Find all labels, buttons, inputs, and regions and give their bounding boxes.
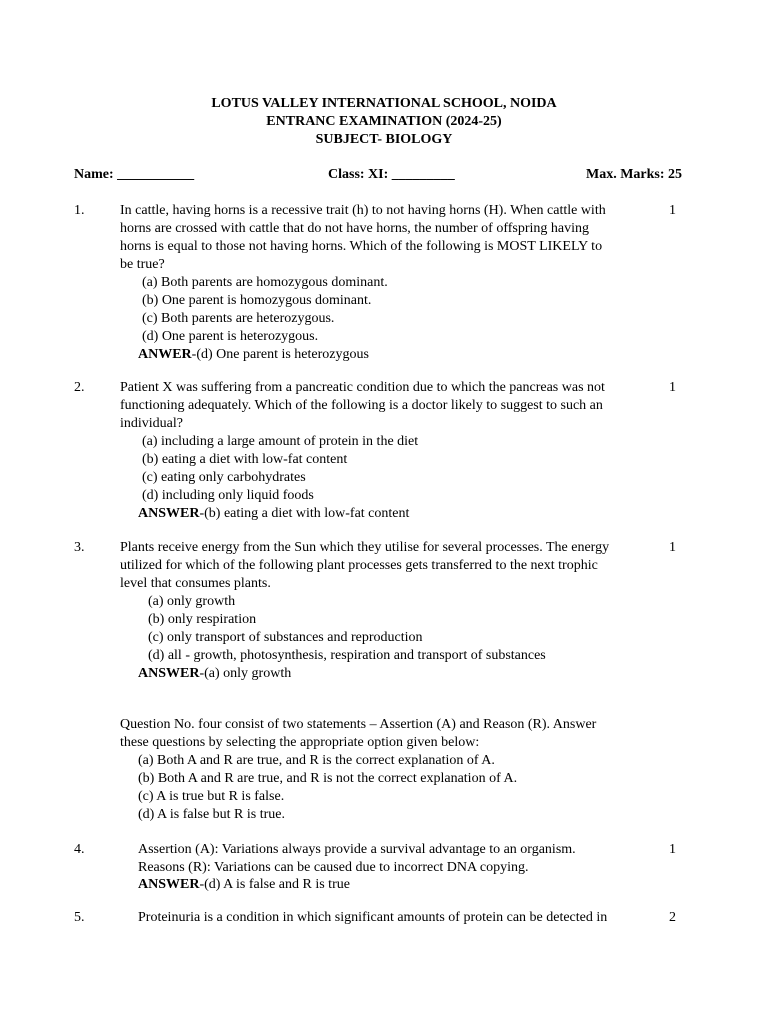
instruction-line: Question No. four consist of two statements – Assertion (A) and Reason (R). Answer bbox=[120, 717, 597, 732]
question-number: 2. bbox=[74, 380, 85, 395]
question-number: 4. bbox=[74, 842, 85, 857]
max-marks: Max. Marks: 25 bbox=[586, 167, 683, 182]
question-number: 5. bbox=[74, 910, 85, 925]
question-text-line: utilized for which of the following plant processes gets transferred to the next trophic bbox=[120, 558, 598, 573]
option-c: (c) A is true but R is false. bbox=[138, 789, 285, 804]
question-marks: 1 bbox=[669, 540, 676, 555]
option-b: (b) One parent is homozygous dominant. bbox=[142, 293, 372, 308]
class-field: Class: XI: _________ bbox=[328, 167, 455, 182]
instruction-line: these questions by selecting the appropriate option given below: bbox=[120, 735, 480, 750]
assertion: Assertion (A): Variations always provide a survival advantage to an organism. bbox=[138, 842, 576, 857]
subject-title: SUBJECT- BIOLOGY bbox=[315, 132, 453, 147]
answer bbox=[138, 876, 350, 893]
option-a: (a) Both parents are homozygous dominant. bbox=[142, 275, 388, 290]
option-d: (d) including only liquid foods bbox=[142, 488, 314, 503]
answer-label: ANSWER bbox=[138, 506, 200, 521]
answer bbox=[138, 505, 409, 522]
answer-text: -(a) only growth bbox=[199, 666, 292, 681]
question-text-line: functioning adequately. Which of the following is a doctor likely to suggest to such an bbox=[120, 398, 603, 413]
answer-text: -(d) One parent is heterozygous bbox=[191, 347, 369, 362]
question-text-line: Plants receive energy from the Sun which they utilise for several processes. The energy bbox=[120, 540, 610, 555]
option-a: (a) only growth bbox=[148, 594, 236, 609]
option-d: (d) A is false but R is true. bbox=[138, 807, 285, 822]
answer-label: ANWER bbox=[138, 347, 192, 362]
option-b: (b) eating a diet with low-fat content bbox=[142, 452, 348, 467]
option-b: (b) Both A and R are true, and R is not the correct explanation of A. bbox=[138, 771, 518, 786]
option-c: (c) Both parents are heterozygous. bbox=[142, 311, 335, 326]
option-a: (a) Both A and R are true, and R is the correct explanation of A. bbox=[138, 753, 495, 768]
question-text-line: horns are crossed with cattle that do not have horns, the number of offspring having bbox=[120, 221, 590, 236]
question-number: 3. bbox=[74, 540, 85, 555]
question-text-line: be true? bbox=[120, 257, 165, 272]
question-marks: 1 bbox=[669, 203, 676, 218]
answer-label: ANSWER bbox=[138, 666, 200, 681]
option-d: (d) all - growth, photosynthesis, respiration and transport of substances bbox=[148, 648, 546, 663]
option-b: (b) only respiration bbox=[148, 612, 257, 627]
exam-title: ENTRANC EXAMINATION (2024-25) bbox=[266, 114, 502, 129]
reason: Reasons (R): Variations can be caused due to incorrect DNA copying. bbox=[138, 860, 529, 875]
answer-text: -(b) eating a diet with low-fat content bbox=[199, 506, 410, 521]
answer-label: ANSWER bbox=[138, 877, 200, 892]
question-text-line: Proteinuria is a condition in which significant amounts of protein can be detected in bbox=[138, 910, 608, 925]
school-name: LOTUS VALLEY INTERNATIONAL SCHOOL, NOIDA bbox=[211, 96, 557, 111]
question-text-line: In cattle, having horns is a recessive trait (h) to not having horns (H). When cattle with bbox=[120, 203, 606, 218]
answer bbox=[138, 665, 291, 682]
option-a: (a) including a large amount of protein in the diet bbox=[142, 434, 419, 449]
question-marks: 2 bbox=[669, 910, 676, 925]
question-text-line: individual? bbox=[120, 416, 183, 431]
name-field: Name: ___________ bbox=[74, 167, 195, 182]
option-c: (c) eating only carbohydrates bbox=[142, 470, 306, 485]
question-text-line: level that consumes plants. bbox=[120, 576, 271, 591]
question-text-line: horns is equal to those not having horns. Which of the following is MOST LIKELY to bbox=[120, 239, 603, 254]
answer bbox=[138, 346, 369, 363]
option-c: (c) only transport of substances and reproduction bbox=[148, 630, 423, 645]
answer-text: -(d) A is false and R is true bbox=[199, 877, 350, 892]
question-marks: 1 bbox=[669, 842, 676, 857]
question-text-line: Patient X was suffering from a pancreatic condition due to which the pancreas was not bbox=[120, 380, 605, 395]
option-d: (d) One parent is heterozygous. bbox=[142, 329, 319, 344]
question-marks: 1 bbox=[669, 380, 676, 395]
question-number: 1. bbox=[74, 203, 85, 218]
